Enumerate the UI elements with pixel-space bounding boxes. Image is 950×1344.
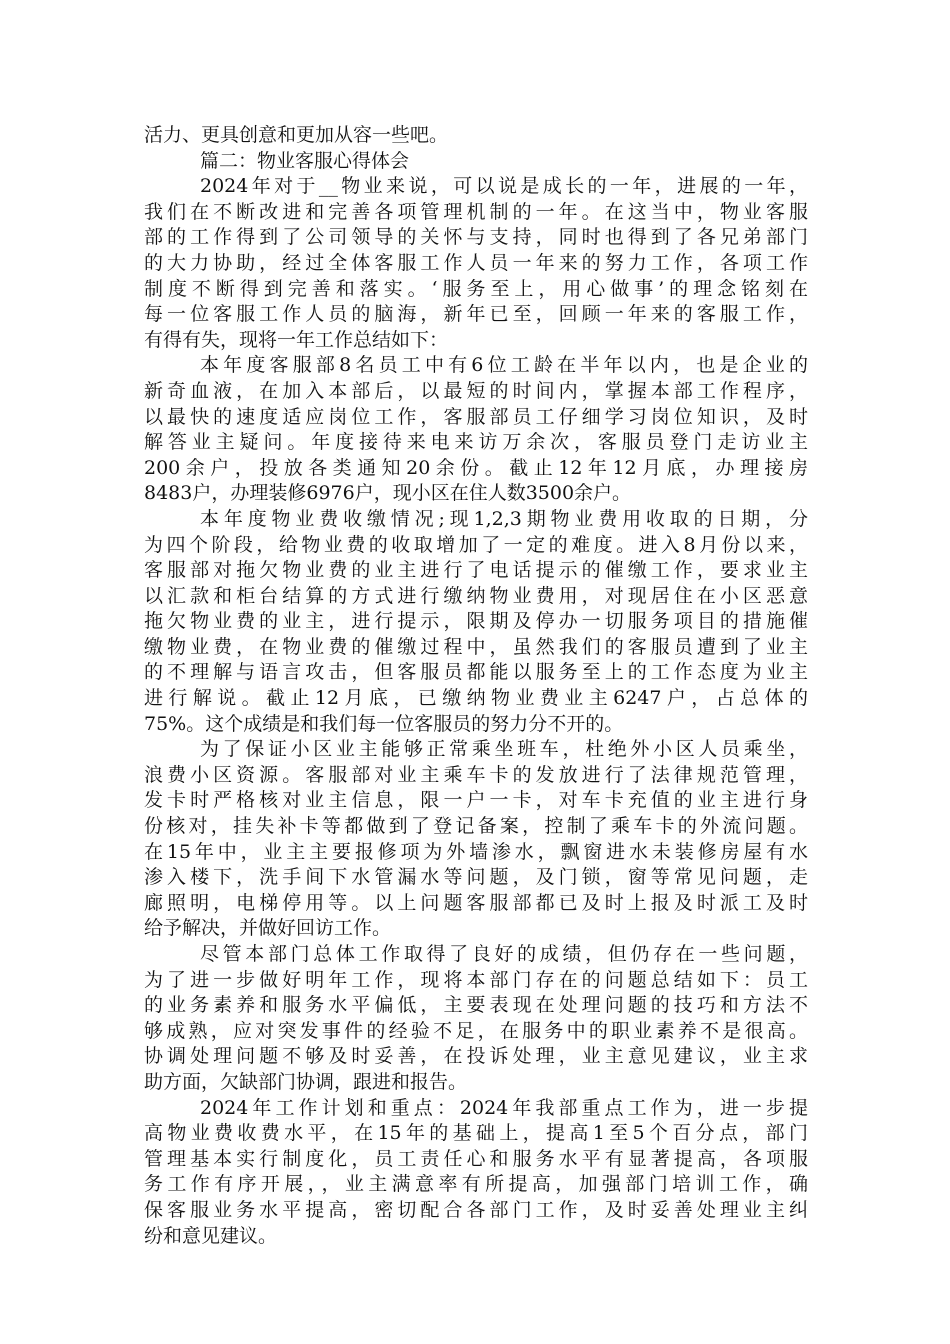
text-line: 2024年工作计划和重点：2024年我部重点工作为，进一步提 [200, 1096, 808, 1119]
text-line: 协调处理问题不够及时妥善，在投诉处理，业主意见建议，业主求 [144, 1045, 808, 1068]
text-line: 助方面，欠缺部门协调，跟进和报告。 [144, 1070, 468, 1093]
text-line: 廊照明，电梯停用等。以上问题客服部都已及时上报及时派工及时 [144, 891, 808, 914]
text-line: 渗入楼下，洗手间下水管漏水等问题，及门锁，窗等常见问题，走 [144, 866, 808, 889]
text-line: 75%。这个成绩是和我们每一位客服员的努力分不开的。 [144, 712, 624, 735]
text-line: 以汇款和柜台结算的方式进行缴纳物业费用，对现居住在小区恶意 [144, 584, 808, 607]
section-heading: 篇二：物业客服心得体会 [200, 149, 410, 172]
text-line: 200余户，投放各类通知20余份。截止12年12月底，办理接房 [144, 456, 808, 479]
text-line: 有得有失，现将一年工作总结如下： [144, 328, 449, 351]
text-line: 给予解决，并做好回访工作。 [144, 917, 392, 940]
text-line: 的大力协助，经过全体客服工作人员一年来的努力工作，各项工作 [144, 251, 808, 274]
text-line: 拖欠物业费的业主，进行提示，限期及停办一切服务项目的措施催 [144, 610, 808, 633]
text-line: 新奇血液，在加入本部后，以最短的时间内，掌握本部工作程序， [144, 379, 808, 402]
text-line: 本年度客服部8名员工中有6位工龄在半年以内，也是企业的 [200, 354, 808, 377]
text-line: 的不理解与语言攻击，但客服员都能以服务至上的工作态度为业主 [144, 661, 808, 684]
text-line: 每一位客服工作人员的脑海，新年已至，回顾一年来的客服工作， [144, 303, 808, 326]
text-line: 务工作有序开展，，业主满意率有所提高，加强部门培训工作，确 [144, 1173, 808, 1196]
text-line: 客服部对拖欠物业费的业主进行了电话提示的催缴工作，要求业主 [144, 559, 808, 582]
text-line: 制度不断得到完善和落实。‘服务至上，用心做事’的理念铭刻在 [144, 277, 808, 300]
document-body [144, 123, 808, 1249]
text-line: 部的工作得到了公司领导的关怀与支持，同时也得到了各兄弟部门 [144, 226, 808, 249]
text-line: 8483户，办理装修6976户，现小区在住人数3500余户。 [144, 482, 632, 505]
text-line: 管理基本实行制度化，员工责任心和服务水平有显著提高，各项服 [144, 1147, 808, 1170]
text-line: 保客服业务水平提高，密切配合各部门工作，及时妥善处理业主纠 [144, 1198, 808, 1221]
text-line: 的业务素养和服务水平偏低，主要表现在处理问题的技巧和方法不 [144, 994, 808, 1017]
text-line: 缴物业费，在物业费的催缴过程中，虽然我们的客服员遭到了业主 [144, 635, 808, 658]
text-line: 尽管本部门总体工作取得了良好的成绩，但仍存在一些问题， [200, 943, 808, 965]
text-line: 解答业主疑问。年度接待来电来访万余次，客服员登门走访业主 [144, 431, 808, 454]
text-line: 为了进一步做好明年工作，现将本部门存在的问题总结如下：员工 [144, 968, 808, 991]
text-line: 进行解说。截止12月底，已缴纳物业费业主6247户，占总体的 [144, 687, 808, 710]
text-line: 纷和意见建议。 [144, 1224, 278, 1247]
text-line: 浪费小区资源。客服部对业主乘车卡的发放进行了法律规范管理， [144, 763, 808, 786]
text-line: 为了保证小区业主能够正常乘坐班车，杜绝外小区人员乘坐， [200, 738, 808, 761]
text-line: 为四个阶段，给物业费的收取增加了一定的难度。进入8月份以来， [144, 533, 808, 556]
text-line: 份核对，挂失补卡等都做到了登记备案，控制了乘车卡的外流问题。 [144, 815, 808, 838]
text-line: 活力、更具创意和更加从容一些吧。 [144, 124, 449, 146]
text-line: 发卡时严格核对业主信息，限一户一卡，对车卡充值的业主进行身 [144, 789, 808, 812]
text-line: 高物业费收费水平，在15年的基础上，提高1至5个百分点，部门 [144, 1122, 808, 1145]
text-line: 2024年对于__物业来说，可以说是成长的一年，进展的一年， [200, 175, 808, 198]
text-line: 在15年中，业主主要报修项为外墙渗水，飘窗进水未装修房屋有水 [144, 840, 808, 863]
text-line: 够成熟，应对突发事件的经验不足，在服务中的职业素养不是很高。 [144, 1019, 808, 1042]
text-line: 我们在不断改进和完善各项管理机制的一年。在这当中，物业客服 [144, 200, 808, 223]
text-line: 本年度物业费收缴情况;现1,2,3期物业费用收取的日期，分 [200, 507, 808, 530]
text-line: 以最快的速度适应岗位工作，客服部员工仔细学习岗位知识，及时 [144, 405, 808, 428]
